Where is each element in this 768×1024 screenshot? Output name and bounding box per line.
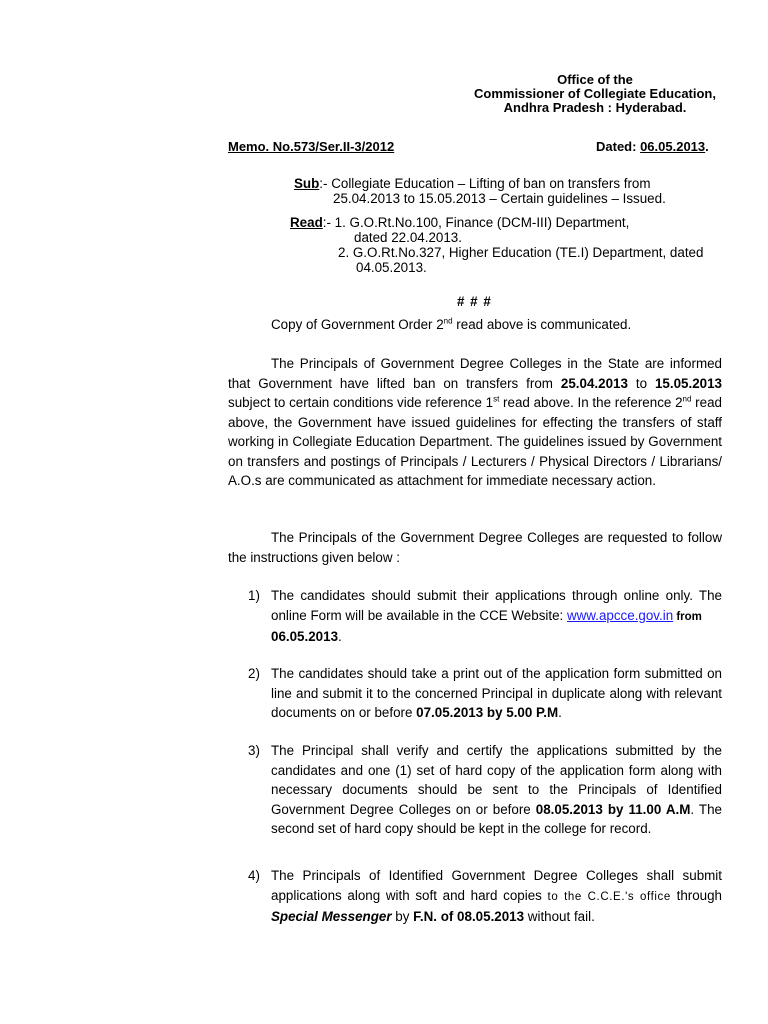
item4-special-messenger: Special Messenger	[271, 909, 392, 924]
item2-text: The candidates should take a print out of the application form submitted on line and submit it to the concerned Principal in duplicate along with relevant documents on or before	[271, 666, 722, 720]
read-ref-1: :- 1. G.O.Rt.No.100, Finance (DCM-III) Department,	[322, 215, 630, 230]
memo-date	[596, 139, 709, 154]
read-ref-1-date: dated 22.04.2013.	[354, 230, 462, 245]
item1-date: 06.05.2013	[271, 629, 339, 644]
read-block	[290, 215, 703, 275]
dated-value: 06.05.2013	[640, 139, 706, 154]
item2-end: .	[558, 705, 562, 720]
item-number: 1)	[248, 588, 260, 603]
read-label: Read	[290, 215, 323, 230]
item4-text-2: through	[670, 887, 723, 903]
item-number: 4)	[248, 868, 260, 883]
office-header	[440, 73, 750, 115]
subject-block	[294, 176, 666, 206]
para2-date-1: 25.04.2013	[560, 375, 628, 391]
para3-text: The Principals of the Government Degree Colleges are requested to follow the instructions given below :	[228, 530, 722, 565]
paragraph-3	[228, 528, 722, 567]
para2-t3: subject to certain conditions vide reference 1	[228, 395, 494, 410]
dated-dot: .	[705, 139, 709, 154]
subject-text-2: 25.04.2013 to 15.05.2013 – Certain guidelines – Issued.	[333, 191, 666, 206]
item4-text-3: by	[391, 909, 414, 924]
item1-end: .	[338, 629, 342, 644]
para2-sup-1: st	[493, 394, 500, 404]
dated-label: Dated:	[596, 139, 637, 154]
paragraph-1	[228, 315, 722, 335]
item-number: 2)	[248, 666, 260, 681]
separator: # # #	[457, 294, 492, 309]
item3-deadline: 08.05.2013 by 11.00 A.M	[535, 801, 691, 817]
para2-date-2: 15.05.2013	[654, 375, 722, 391]
para1-text: Copy of Government Order 2	[271, 317, 444, 332]
header-line-3: Andhra Pradesh : Hyderabad.	[503, 100, 687, 115]
para2-sup-2: nd	[682, 394, 692, 404]
header-line-1: Office of the	[557, 72, 633, 87]
item2-deadline: 07.05.2013 by 5.00 P.M	[416, 705, 559, 720]
item1-text: The candidates should submit their applications through online only. The online Form will be available in the CCE Website:	[271, 588, 722, 623]
memo-number: Memo. No.573/Ser.II-3/2012	[228, 139, 395, 154]
item1-from: from	[673, 610, 702, 623]
header-line-2: Commissioner of Collegiate Education,	[474, 86, 716, 101]
para2-t4: read above. In the reference 2	[499, 395, 683, 410]
item4-small-text: to the C.C.E.'s office	[547, 890, 671, 903]
item4-deadline: F.N. of 08.05.2013	[413, 909, 525, 924]
item3-text-2: . The second set of hard copy should be kept in the college for record.	[271, 801, 723, 836]
read-ref-2-date: 04.05.2013.	[356, 260, 427, 275]
para1-post: read above is communicated.	[452, 317, 632, 332]
para2-t5: read above, the Government have issued guidelines for effecting the transfers of staff working in Collegiate Education Department. The guidelines issued by Government on transfers and postings of Principals / Lecturers / Physical Directors / Librarians/ A.O.s are communicated as attachment for immediate necessary action.	[228, 395, 722, 488]
para2-t2: to	[627, 375, 655, 391]
item3-text: The Principal shall verify and certify the applications submitted by the candidates and one (1) set of hard copy of the application form along with necessary documents should be sent to the Principals of Identified Government Degree Colleges on or before	[271, 743, 722, 817]
item4-text: The Principals of Identified Government Degree Colleges shall submit applications along with soft and hard copies	[271, 868, 722, 903]
subject-text-1: :- Collegiate Education – Lifting of ban on transfers from	[319, 176, 651, 191]
para1-sup: nd	[443, 316, 453, 326]
subject-label: Sub	[294, 176, 320, 191]
item-number: 3)	[248, 743, 260, 758]
paragraph-2	[228, 354, 722, 491]
para2-t1: The Principals of Government Degree Colleges in the State are informed that Government have lifted ban on transfers from	[228, 356, 722, 391]
read-ref-2: 2. G.O.Rt.No.327, Higher Education (TE.I) Department, dated	[338, 245, 704, 260]
item4-text-4: without fail.	[524, 909, 595, 924]
cce-website-link[interactable]: www.apcce.gov.in	[566, 607, 674, 623]
